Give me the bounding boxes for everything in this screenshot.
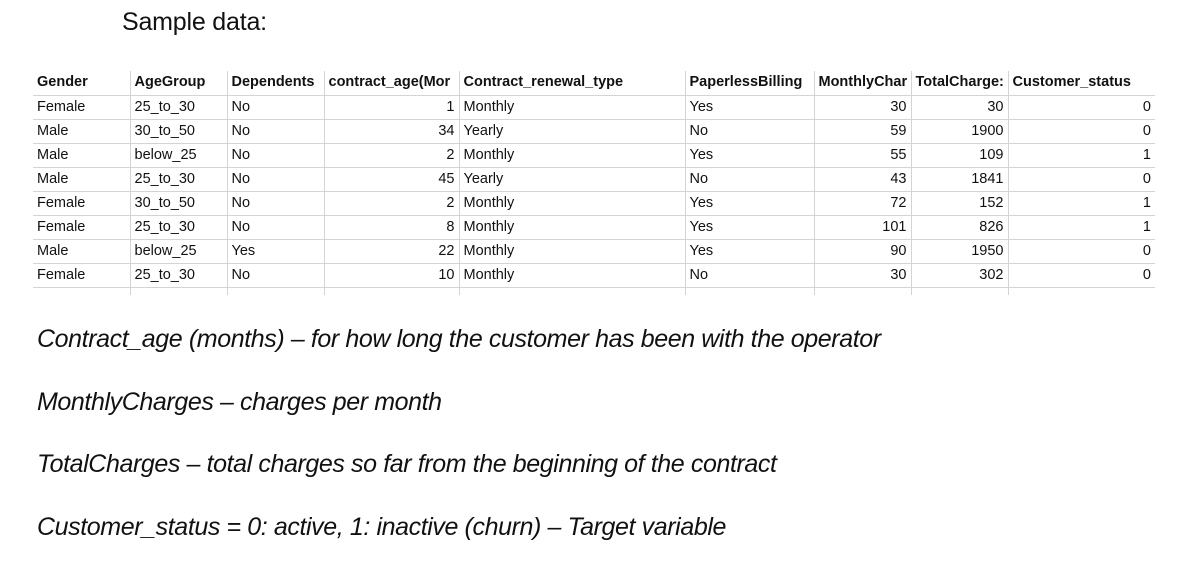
table-row [33, 119, 1155, 143]
cell-dependents: No [227, 167, 324, 191]
cell-agegroup: 30_to_50 [130, 191, 227, 215]
table-row [33, 191, 1155, 215]
cell-gender: Male [33, 167, 130, 191]
column-header-dependents: Dependents [227, 71, 324, 95]
cell-agegroup: below_25 [130, 143, 227, 167]
note-monthly-charges: MonthlyCharges – charges per month [37, 385, 881, 448]
cell-monthly-charges: 59 [814, 119, 911, 143]
cell-customer-status: 0 [1008, 239, 1155, 263]
column-header-gender: Gender [33, 71, 130, 95]
cell-monthly-charges: 43 [814, 167, 911, 191]
column-header-total-charges: TotalCharge: [911, 71, 1008, 95]
table-row [33, 215, 1155, 239]
grid-trailer-cell [1008, 287, 1155, 295]
column-header-contract-age: contract_age(Mor [324, 71, 459, 95]
cell-contract-renewal-type: Monthly [459, 95, 685, 119]
grid-trailer-cell [814, 287, 911, 295]
cell-contract-renewal-type: Yearly [459, 167, 685, 191]
cell-agegroup: 25_to_30 [130, 167, 227, 191]
note-contract-age: Contract_age (months) – for how long the customer has been with the operator [37, 322, 881, 385]
note-customer-status: Customer_status = 0: active, 1: inactive (churn) – Target variable [37, 510, 881, 572]
cell-contract-age: 8 [324, 215, 459, 239]
cell-gender: Female [33, 263, 130, 287]
cell-monthly-charges: 55 [814, 143, 911, 167]
cell-dependents: No [227, 95, 324, 119]
cell-agegroup: 25_to_30 [130, 95, 227, 119]
cell-customer-status: 0 [1008, 167, 1155, 191]
cell-paperless-billing: Yes [685, 191, 814, 215]
cell-total-charges: 1950 [911, 239, 1008, 263]
cell-total-charges: 1900 [911, 119, 1008, 143]
cell-contract-age: 45 [324, 167, 459, 191]
cell-contract-renewal-type: Monthly [459, 191, 685, 215]
cell-agegroup: 25_to_30 [130, 263, 227, 287]
cell-paperless-billing: Yes [685, 239, 814, 263]
grid-trailer-cell [324, 287, 459, 295]
cell-customer-status: 1 [1008, 215, 1155, 239]
table-row [33, 167, 1155, 191]
sample-data-table [33, 71, 1155, 295]
grid-trailer-cell [685, 287, 814, 295]
column-header-contract-renewal-type: Contract_renewal_type [459, 71, 685, 95]
cell-agegroup: 30_to_50 [130, 119, 227, 143]
table-grid-trailer [33, 287, 1155, 295]
cell-total-charges: 302 [911, 263, 1008, 287]
cell-total-charges: 826 [911, 215, 1008, 239]
cell-total-charges: 1841 [911, 167, 1008, 191]
table-header-row [33, 71, 1155, 95]
cell-dependents: No [227, 119, 324, 143]
cell-contract-age: 22 [324, 239, 459, 263]
column-header-paperless-billing: PaperlessBilling [685, 71, 814, 95]
cell-paperless-billing: No [685, 167, 814, 191]
cell-contract-renewal-type: Monthly [459, 263, 685, 287]
cell-dependents: No [227, 263, 324, 287]
cell-total-charges: 30 [911, 95, 1008, 119]
table-row [33, 239, 1155, 263]
cell-dependents: No [227, 191, 324, 215]
cell-monthly-charges: 30 [814, 95, 911, 119]
cell-gender: Male [33, 239, 130, 263]
cell-contract-age: 34 [324, 119, 459, 143]
grid-trailer-cell [227, 287, 324, 295]
column-header-customer-status: Customer_status [1008, 71, 1155, 95]
grid-trailer-cell [33, 287, 130, 295]
page-heading: Sample data: [122, 8, 267, 37]
cell-gender: Female [33, 191, 130, 215]
column-header-agegroup: AgeGroup [130, 71, 227, 95]
cell-contract-age: 1 [324, 95, 459, 119]
cell-monthly-charges: 90 [814, 239, 911, 263]
cell-total-charges: 152 [911, 191, 1008, 215]
cell-paperless-billing: No [685, 263, 814, 287]
cell-dependents: No [227, 143, 324, 167]
table-row [33, 95, 1155, 119]
cell-paperless-billing: Yes [685, 143, 814, 167]
table-row [33, 143, 1155, 167]
cell-agegroup: 25_to_30 [130, 215, 227, 239]
cell-customer-status: 0 [1008, 119, 1155, 143]
cell-contract-renewal-type: Monthly [459, 143, 685, 167]
cell-paperless-billing: Yes [685, 95, 814, 119]
cell-paperless-billing: No [685, 119, 814, 143]
cell-contract-renewal-type: Monthly [459, 215, 685, 239]
cell-customer-status: 0 [1008, 95, 1155, 119]
cell-contract-renewal-type: Monthly [459, 239, 685, 263]
cell-paperless-billing: Yes [685, 215, 814, 239]
grid-trailer-cell [459, 287, 685, 295]
cell-monthly-charges: 72 [814, 191, 911, 215]
cell-total-charges: 109 [911, 143, 1008, 167]
cell-contract-age: 2 [324, 143, 459, 167]
cell-gender: Male [33, 119, 130, 143]
cell-customer-status: 1 [1008, 191, 1155, 215]
column-header-monthly-charges: MonthlyChar [814, 71, 911, 95]
note-total-charges: TotalCharges – total charges so far from the beginning of the contract [37, 447, 881, 510]
cell-customer-status: 1 [1008, 143, 1155, 167]
cell-dependents: No [227, 215, 324, 239]
cell-contract-age: 2 [324, 191, 459, 215]
column-notes [37, 322, 881, 572]
cell-agegroup: below_25 [130, 239, 227, 263]
cell-gender: Female [33, 95, 130, 119]
grid-trailer-cell [130, 287, 227, 295]
grid-trailer-cell [911, 287, 1008, 295]
cell-gender: Male [33, 143, 130, 167]
cell-contract-age: 10 [324, 263, 459, 287]
cell-gender: Female [33, 215, 130, 239]
cell-monthly-charges: 30 [814, 263, 911, 287]
cell-monthly-charges: 101 [814, 215, 911, 239]
cell-contract-renewal-type: Yearly [459, 119, 685, 143]
table-row [33, 263, 1155, 287]
cell-customer-status: 0 [1008, 263, 1155, 287]
cell-dependents: Yes [227, 239, 324, 263]
